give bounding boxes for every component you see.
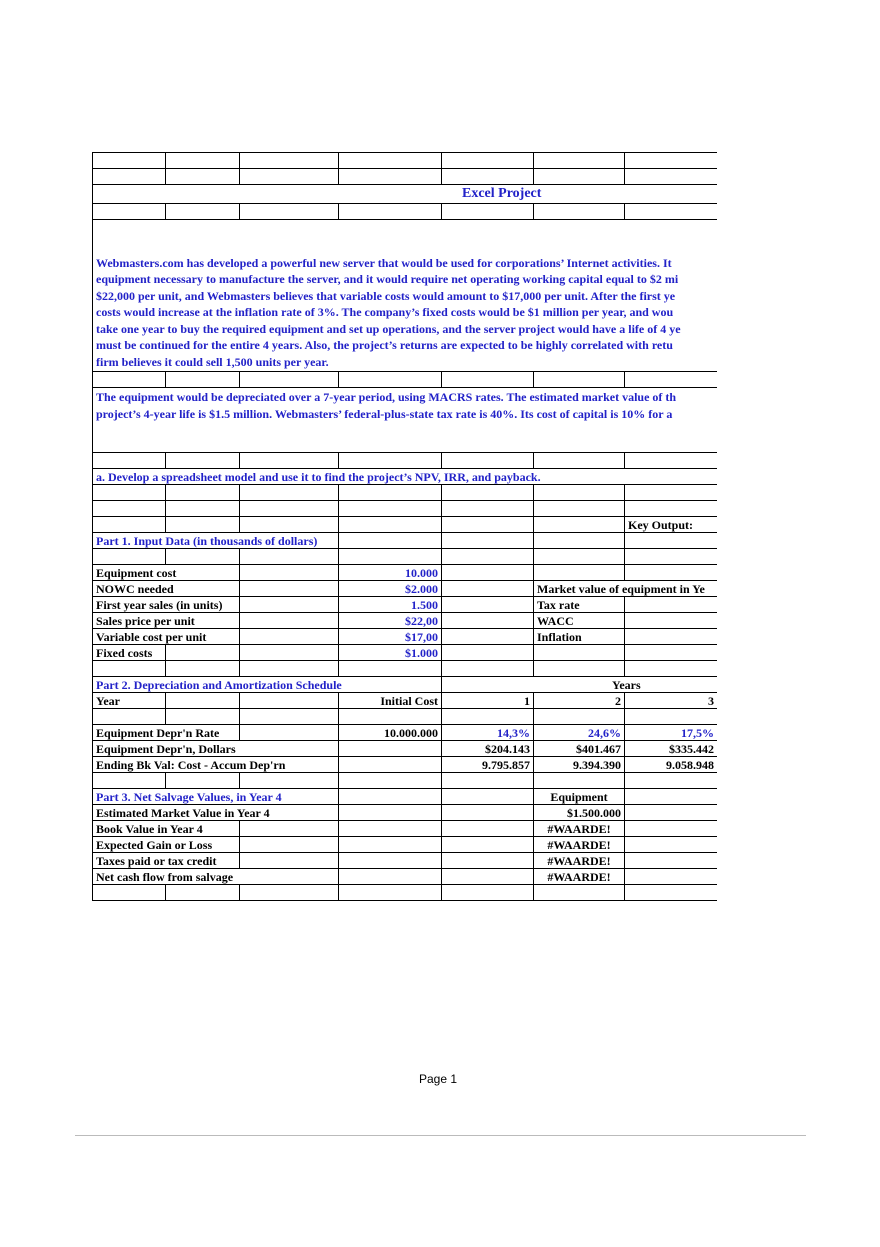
intro-line: take one year to buy the required equipment and set up operations, and the server project would have a life of 4 ye bbox=[96, 321, 681, 336]
input-value[interactable]: 1.500 bbox=[339, 597, 442, 613]
depr-dollars: $335.442 bbox=[625, 741, 718, 757]
salvage-value: #WAARDE! bbox=[534, 853, 625, 869]
input-value[interactable]: $17,00 bbox=[339, 629, 442, 645]
row-label: Estimated Market Value in Year 4 bbox=[93, 805, 339, 821]
row-label: Net cash flow from salvage bbox=[93, 869, 339, 885]
input-row-sales-price bbox=[93, 613, 718, 629]
side-label: Market value of equipment in Ye bbox=[534, 581, 718, 597]
side-label: WACC bbox=[534, 613, 625, 629]
input-value[interactable]: $1.000 bbox=[339, 645, 442, 661]
salvage-value: #WAARDE! bbox=[534, 869, 625, 885]
salvage-value: #WAARDE! bbox=[534, 821, 625, 837]
depr-dollars: $401.467 bbox=[534, 741, 625, 757]
depr-dollars-row bbox=[93, 741, 718, 757]
initial-cost-label: Initial Cost bbox=[339, 693, 442, 709]
book-value-row bbox=[93, 757, 718, 773]
input-value[interactable]: 10.000 bbox=[339, 565, 442, 581]
row-label: Ending Bk Val: Cost - Accum Dep'rn bbox=[93, 757, 339, 773]
salvage-value: $1.500.000 bbox=[534, 805, 625, 821]
input-row-equipment-cost bbox=[93, 565, 718, 581]
row-label: Book Value in Year 4 bbox=[93, 821, 240, 837]
intro-paragraph bbox=[93, 220, 718, 372]
input-value[interactable]: $22,00 bbox=[339, 613, 442, 629]
row-label: Taxes paid or tax credit bbox=[93, 853, 240, 869]
para2-line: The equipment would be depreciated over a 7-year period, using MACRS rates. The estimated market value of th bbox=[96, 390, 677, 404]
depr-rate[interactable]: 24,6% bbox=[534, 725, 625, 741]
input-row-fixed-costs bbox=[93, 645, 718, 661]
side-label: Tax rate bbox=[534, 597, 625, 613]
year-header: 2 bbox=[534, 693, 625, 709]
part3-heading: Part 3. Net Salvage Values, in Year 4 bbox=[93, 789, 339, 805]
depr-rate-row bbox=[93, 725, 718, 741]
row-label: Expected Gain or Loss bbox=[93, 837, 240, 853]
page-number: Page 1 bbox=[418, 1072, 458, 1086]
input-label: Sales price per unit bbox=[93, 613, 240, 629]
input-label: Equipment cost bbox=[93, 565, 240, 581]
initial-cost-value: 10.000.000 bbox=[339, 725, 442, 741]
depr-rate[interactable]: 14,3% bbox=[442, 725, 534, 741]
spreadsheet-grid bbox=[92, 152, 717, 901]
book-value: 9.058.948 bbox=[625, 757, 718, 773]
salvage-row bbox=[93, 837, 718, 853]
equipment-column-label: Equipment bbox=[534, 789, 625, 805]
years-label: Years bbox=[442, 677, 718, 693]
input-row-sales-units bbox=[93, 597, 718, 613]
row-label: Equipment Depr'n, Dollars bbox=[93, 741, 339, 757]
intro-line: firm believes it could sell 1,500 units per year. bbox=[96, 354, 329, 369]
input-value[interactable]: $2.000 bbox=[339, 581, 442, 597]
spreadsheet bbox=[92, 152, 717, 901]
depr-dollars: $204.143 bbox=[442, 741, 534, 757]
sheet-title: Excel Project bbox=[93, 185, 718, 204]
intro-line: Webmasters.com has developed a powerful new server that would be used for corporations’ Internet activities. It bbox=[96, 255, 672, 270]
salvage-row bbox=[93, 821, 718, 837]
input-label: NOWC needed bbox=[93, 581, 240, 597]
salvage-row bbox=[93, 805, 718, 821]
intro-line: $22,000 per unit, and Webmasters believes that variable costs would amount to $17,000 per unit. After the first ye bbox=[96, 288, 676, 303]
year-label: Year bbox=[93, 693, 166, 709]
intro-line: costs would increase at the inflation rate of 3%. The company’s fixed costs would be $1 million per year, and wou bbox=[96, 305, 674, 319]
salvage-value: #WAARDE! bbox=[534, 837, 625, 853]
input-label: Fixed costs bbox=[93, 645, 166, 661]
input-label: First year sales (in units) bbox=[93, 597, 240, 613]
part2-heading: Part 2. Depreciation and Amortization Schedule bbox=[93, 677, 442, 693]
depr-rate[interactable]: 17,5% bbox=[625, 725, 718, 741]
depreciation-paragraph bbox=[93, 388, 718, 453]
salvage-row bbox=[93, 869, 718, 885]
key-output-label: Key Output: bbox=[625, 517, 718, 533]
intro-line: must be continued for the entire 4 years. Also, the project’s returns are expected to be highly correlated with retu bbox=[96, 338, 673, 352]
para2-line: project’s 4-year life is $1.5 million. Webmasters’ federal-plus-state tax rate is 40%. Its cost of capital is 10% for a bbox=[96, 406, 673, 421]
row-label: Equipment Depr'n Rate bbox=[93, 725, 240, 741]
footer-divider bbox=[75, 1135, 806, 1136]
year-header: 1 bbox=[442, 693, 534, 709]
question-a: a. Develop a spreadsheet model and use it to find the project’s NPV, IRR, and payback. bbox=[93, 469, 718, 485]
input-row-variable-cost bbox=[93, 629, 718, 645]
salvage-row bbox=[93, 853, 718, 869]
intro-line: equipment necessary to manufacture the server, and it would require net operating working capital equal to $2 mi bbox=[96, 272, 679, 286]
book-value: 9.795.857 bbox=[442, 757, 534, 773]
year-header: 3 bbox=[625, 693, 718, 709]
book-value: 9.394.390 bbox=[534, 757, 625, 773]
part1-heading: Part 1. Input Data (in thousands of dollars) bbox=[93, 533, 339, 549]
input-row-nowc bbox=[93, 581, 718, 597]
input-label: Variable cost per unit bbox=[93, 629, 240, 645]
side-label: Inflation bbox=[534, 629, 625, 645]
